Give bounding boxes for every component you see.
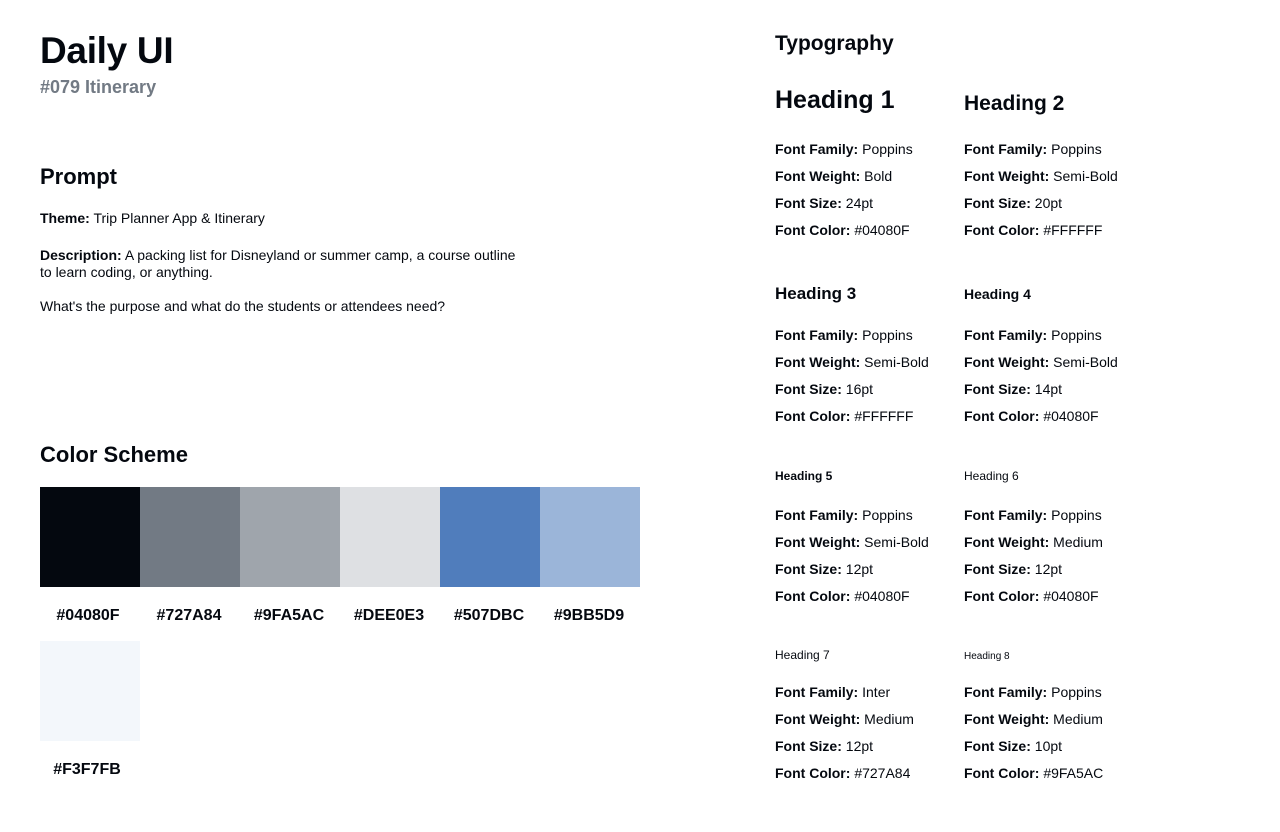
- page-title: Daily UI: [40, 30, 174, 71]
- font-weight-row: Font Weight: Semi-Bold: [964, 168, 1118, 184]
- color-hex-label: #DEE0E3: [353, 607, 425, 624]
- color-hex-label: #507DBC: [453, 607, 525, 624]
- font-size-row: Font Size: 12pt: [964, 561, 1063, 577]
- type-style-name: Heading 1: [775, 86, 895, 114]
- font-color-row: Font Color: #727A84: [775, 765, 911, 781]
- typography-heading: Typography: [775, 32, 894, 55]
- type-style-card-heading-4: [964, 286, 1144, 424]
- font-family-row: Font Family: Poppins: [964, 684, 1102, 700]
- color-swatch: [40, 641, 140, 741]
- font-color-row: Font Color: #FFFFFF: [775, 408, 914, 424]
- font-family-row: Font Family: Inter: [775, 684, 891, 700]
- prompt-description: [40, 247, 520, 281]
- font-color-row: Font Color: #04080F: [775, 588, 910, 604]
- theme-label: Theme:: [40, 210, 90, 226]
- color-swatch: [140, 487, 240, 587]
- font-size-row: Font Size: 16pt: [775, 381, 874, 397]
- color-swatch: [40, 487, 140, 587]
- font-color-row: Font Color: #04080F: [775, 222, 910, 238]
- font-weight-row: Font Weight: Medium: [964, 711, 1103, 727]
- font-weight-row: Font Weight: Semi-Bold: [964, 354, 1118, 370]
- font-color-row: Font Color: #04080F: [964, 408, 1099, 424]
- font-weight-row: Font Weight: Bold: [775, 168, 893, 184]
- type-style-name: Heading 7: [775, 648, 830, 662]
- color-swatch: [240, 487, 340, 587]
- font-weight-row: Font Weight: Medium: [964, 534, 1103, 550]
- color-swatch: [340, 487, 440, 587]
- font-size-row: Font Size: 12pt: [775, 561, 874, 577]
- type-style-card-heading-7: [775, 648, 955, 781]
- font-family-row: Font Family: Poppins: [775, 327, 913, 343]
- type-style-card-heading-2: [964, 92, 1144, 238]
- description-value: A packing list for Disneyland or summer camp, a course outline to learn coding, or anything.: [40, 247, 516, 280]
- type-style-name: Heading 6: [964, 469, 1019, 483]
- type-style-card-heading-5: [775, 469, 955, 604]
- font-family-row: Font Family: Poppins: [964, 507, 1102, 523]
- prompt-theme: [40, 210, 520, 227]
- font-weight-row: Font Weight: Semi-Bold: [775, 534, 929, 550]
- font-size-row: Font Size: 20pt: [964, 195, 1063, 211]
- color-hex-label: #727A84: [156, 607, 222, 624]
- font-family-row: Font Family: Poppins: [775, 141, 913, 157]
- font-size-row: Font Size: 24pt: [775, 195, 874, 211]
- type-style-card-heading-8: [964, 651, 1144, 781]
- type-style-card-heading-3: [775, 284, 955, 424]
- color-hex-label: #9BB5D9: [553, 607, 625, 624]
- font-size-row: Font Size: 12pt: [775, 738, 874, 754]
- font-size-row: Font Size: 14pt: [964, 381, 1063, 397]
- font-weight-row: Font Weight: Medium: [775, 711, 914, 727]
- type-style-name: Heading 8: [964, 651, 1010, 662]
- type-style-name: Heading 3: [775, 284, 857, 303]
- type-style-card-heading-1: [775, 86, 955, 238]
- color-hex-label: #F3F7FB: [53, 761, 121, 778]
- prompt-question: What's the purpose and what do the students or attendees need?: [40, 298, 446, 314]
- color-swatch: [440, 487, 540, 587]
- color-hex-label: #04080F: [56, 607, 120, 624]
- font-color-row: Font Color: #FFFFFF: [964, 222, 1103, 238]
- type-style-name: Heading 2: [964, 92, 1065, 115]
- type-style-name: Heading 5: [775, 469, 833, 483]
- type-style-card-heading-6: [964, 469, 1144, 604]
- type-style-name: Heading 4: [964, 286, 1031, 302]
- description-label: Description:: [40, 247, 122, 263]
- page-subtitle: #079 Itinerary: [40, 77, 157, 97]
- theme-value: Trip Planner App & Itinerary: [93, 210, 265, 226]
- font-color-row: Font Color: #9FA5AC: [964, 765, 1104, 781]
- color-scheme-heading: Color Scheme: [40, 442, 188, 467]
- color-hex-label: #9FA5AC: [253, 607, 325, 624]
- font-color-row: Font Color: #04080F: [964, 588, 1099, 604]
- font-family-row: Font Family: Poppins: [964, 327, 1102, 343]
- font-size-row: Font Size: 10pt: [964, 738, 1063, 754]
- prompt-heading: Prompt: [40, 164, 117, 189]
- font-weight-row: Font Weight: Semi-Bold: [775, 354, 929, 370]
- font-family-row: Font Family: Poppins: [775, 507, 913, 523]
- color-swatch: [540, 487, 640, 587]
- font-family-row: Font Family: Poppins: [964, 141, 1102, 157]
